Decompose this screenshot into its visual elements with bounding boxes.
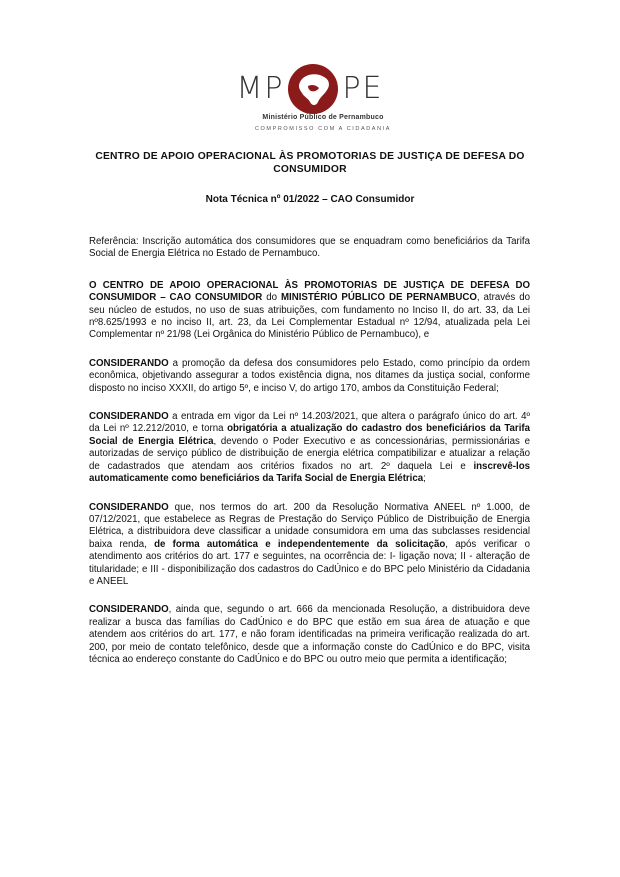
text: , após verificar o atendimento aos critérios do art. 177 e seguintes, na ocorrência de: I- ligação nova; II - alteração de titularidade; e III - disponibilização dos cadastros do CadÚnico e do BPC pelo Ministério da Cidadania e ANEEL: [89, 538, 530, 587]
text: , ainda que, segundo o art. 666 da mencionada Resolução, a distribuidora deve realizar a busca das famílias do CadÚnico e do BPC que estão em sua área de atuação e que atendem aos critérios do art. 177, e não foram identificadas na primeira verificação realizada do art. 200, por meio de contato telefônico, desde que a informação conste do CadÚnico e do BPC, visita técnica ao endereço constante do CadÚnico e do BPC ou outro meio que permita a identificação;: [89, 604, 530, 665]
bold-text: CONSIDERANDO: [89, 604, 169, 616]
bold-text: O CENTRO DE APOIO OPERACIONAL ÀS PROMOTORIAS DE JUSTIÇA DE DEFESA DO CONSUMIDOR – CAO CONSUMIDOR: [89, 279, 530, 304]
logo-row: [0, 62, 620, 116]
text: , devendo o Poder Executivo e as concessionárias, permissionárias e autorizadas de serviço público de distribuição de energia elétrica compatibilizar e atualizar a relação de cadastrados que atendam aos critérios fixados no art. 2º daquela Lei e: [89, 435, 530, 472]
mppe-logo: [0, 62, 620, 132]
brazil-map-emblem-icon: [286, 62, 340, 116]
paragraph-considerando-3: [89, 502, 530, 589]
paragraph-preamble: [89, 280, 530, 342]
logo-slogan: COMPROMISSO COM A CIDADANIA: [254, 126, 392, 132]
paragraph-considerando-1: [89, 358, 530, 395]
text: ;: [423, 473, 426, 485]
paragraph-considerando-4: [89, 604, 530, 666]
document-subtitle: Nota Técnica nº 01/2022 – CAO Consumidor: [205, 194, 415, 205]
bold-text: de forma automática e independentemente da solicitação: [154, 538, 446, 550]
bold-text: CONSIDERANDO: [89, 501, 169, 513]
text: que, nos termos do art. 200 da Resolução Normativa ANEEL nº 1.000, de 07/12/2021, que estabelece as Regras de Prestação do Serviço Público de Distribuição de Energia Elétrica, a distribuidora deve classificar a unidade consumidora em uma das subclasses residencial baixa renda,: [89, 501, 530, 550]
bold-text: CONSIDERANDO: [89, 357, 169, 369]
logo-org-name: Ministério Público de Pernambuco: [262, 114, 384, 121]
bold-text: MINISTÉRIO PÚBLICO DE PERNAMBUCO: [280, 292, 477, 304]
text: a promoção da defesa dos consumidores pelo Estado, como princípio da ordem econômica, objetivando assegurar a todos existência digna, nos ditames da justiça social, conforme disposto no inciso XXXII, do artigo 5º, e inciso V, do artigo 170, ambos da Constituição Federal;: [89, 357, 530, 394]
bold-text: obrigatória a atualização do cadastro dos beneficiários da Tarifa Social de Energia Elétrica: [89, 423, 530, 447]
reference-paragraph: Referência: Inscrição automática dos consumidores que se enquadram como beneficiários da Tarifa Social de Energia Elétrica no Estado de Pernambuco.: [89, 236, 530, 260]
document-title: CENTRO DE APOIO OPERACIONAL ÀS PROMOTORIAS DE JUSTIÇA DE DEFESA DO CONSUMIDOR: [95, 151, 525, 175]
bold-text: CONSIDERANDO: [89, 411, 169, 423]
text: a entrada em vigor da Lei nº 14.203/2021, que altera o parágrafo único do art. 4º da Lei nº 12.212/2010, e torna: [89, 411, 530, 435]
logo-right-word: PE: [342, 71, 384, 106]
document-body: [89, 236, 530, 682]
bold-text: inscrevê-los automaticamente como beneficiários da Tarifa Social de Energia Elétrica: [89, 460, 530, 485]
paragraph-considerando-2: [89, 411, 530, 485]
logo-left-word: MP: [236, 71, 285, 106]
text: , através do seu núcleo de estudos, no uso de suas atribuições, com fundamento no Inciso II, do art. 33, da Lei nº8.625/1993 e no inciso II, art. 23, da Lei Complementar Estadual nº 12/94, atualizada pela Lei Complementar nº 21/98 (Lei Orgânica do Ministério Público de Pernambuco), e: [89, 292, 530, 341]
text: do: [262, 292, 281, 304]
